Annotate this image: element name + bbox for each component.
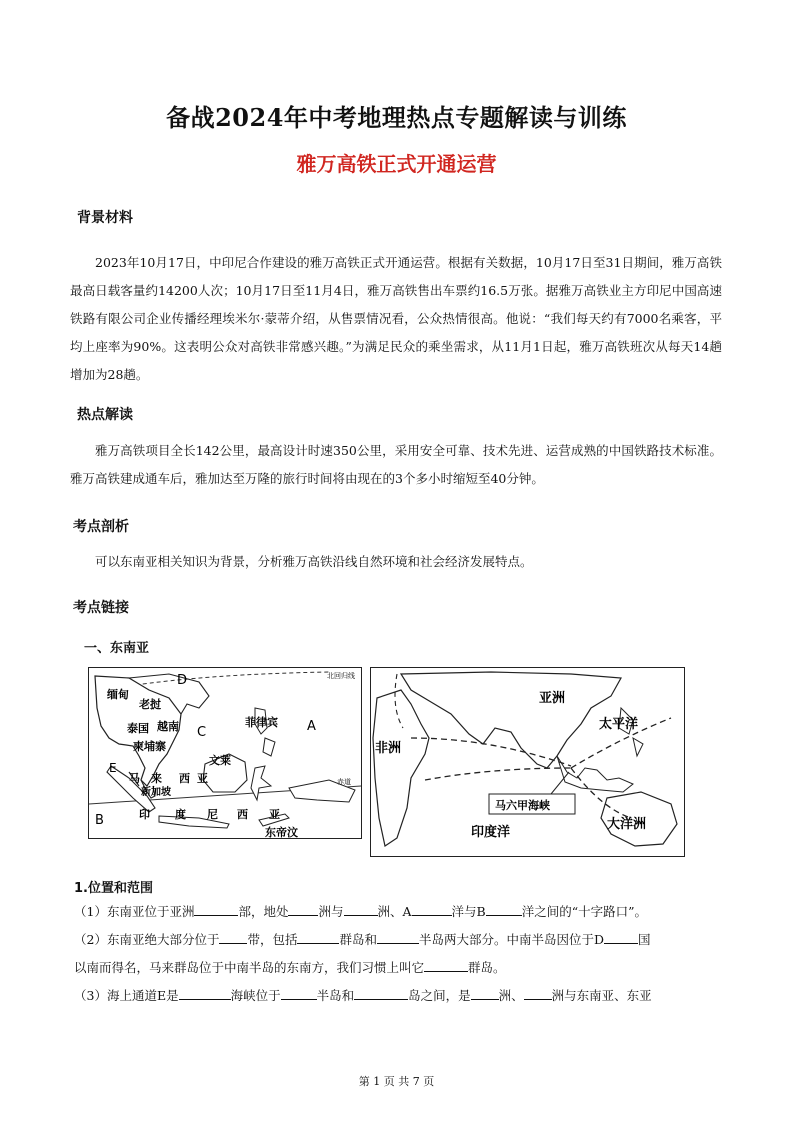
q1-blank-2[interactable] [288, 901, 318, 916]
q2-text-line2a: 以南而得名，马来群岛位于中南半岛的东南方，我们习惯上叫它 [74, 960, 425, 975]
southeast-asia-heading: 一、东南亚 [84, 641, 150, 656]
java [159, 816, 229, 828]
background-text: 2023年10月17日，中印尼合作建设的雅万高铁正式开通运营。根据有关数据，10月17日至31日期间，雅万高铁最高日载客量约14200人次；10月17日至11月4日，雅万高铁售出车票约16.5万张。据雅万高铁业主方印尼中国高速铁路有限公司企业传播经理埃米尔·蒙蒂介绍，从售票情况看，公众热情很高。他说：“我们每天约有7000名乘客，平均上座率为90%。这表明公众对高铁非常感兴趣。”为满足民众的乘坐需求，从11月1日起，雅万高铁班次从每天14趟增加为28趟。 [70, 255, 722, 382]
label-d: D [177, 673, 188, 688]
label-thailand: 泰国 [127, 722, 149, 735]
q2-blank-5[interactable] [424, 957, 468, 972]
analysis-paragraph [70, 548, 722, 576]
q2-blank-2[interactable] [297, 929, 339, 944]
background-heading: 背景材料 [77, 210, 133, 226]
label-ya2: 亚 [269, 808, 280, 821]
q1-blank-1[interactable] [194, 901, 238, 916]
label-philippines: 菲律宾 [245, 716, 278, 729]
malacca-route-map [370, 667, 685, 857]
document-subtitle: 雅万高铁正式开通运营 [296, 152, 497, 176]
label-ma: 马 [129, 772, 140, 785]
q3-blank-5[interactable] [524, 985, 552, 1000]
q3-blank-3[interactable] [354, 985, 408, 1000]
q1-text-f: 洋之间的“十字路口”。 [521, 904, 647, 919]
label-e: E [109, 761, 117, 775]
malay-archipelago [557, 756, 633, 792]
label-malacca: 马六甲海峡 [495, 799, 550, 812]
route-africa [425, 768, 571, 780]
page-footer: 第 1 页 共 7 页 [358, 1075, 435, 1088]
sulawesi [251, 766, 271, 800]
hotspot-text: 雅万高铁项目全长142公里，最高设计时速350公里，采用安全可靠、技术先进、运营成熟的中国铁路技术标准。雅万高铁建成通车后，雅加达至万隆的旅行时间将由现在的3个多小时缩短至40分钟。 [70, 443, 722, 486]
question-3 [74, 982, 724, 1010]
label-tropic: 北回归线 [327, 672, 355, 680]
q2-text-b: 带，包括 [247, 932, 298, 947]
q1-text-e: 洋与B [451, 904, 486, 919]
q2-text-a: （2）东南亚绝大部分位于 [74, 932, 220, 947]
q1-blank-4[interactable] [412, 901, 452, 916]
label-lai: 来 [151, 772, 162, 785]
hotspot-heading: 热点解读 [77, 407, 133, 423]
q3-text-b: 海峡位于 [230, 988, 281, 1003]
label-b: B [95, 813, 104, 828]
label-brunei: 文莱 [209, 754, 231, 767]
q1-text-d: 洲、A [377, 904, 412, 919]
position-heading: 1.位置和范围 [74, 881, 153, 896]
asia-landmass [401, 672, 621, 768]
analysis-text: 可以东南亚相关知识为背景，分析雅万高铁沿线自然环境和社会经济发展特点。 [95, 554, 533, 569]
q2-text-c: 群岛和 [339, 932, 377, 947]
q3-blank-2[interactable] [281, 985, 317, 1000]
label-ya: 亚 [197, 772, 208, 785]
label-indian-ocean: 印度洋 [471, 825, 511, 840]
q1-blank-5[interactable] [486, 901, 522, 916]
label-equator: 赤道 [337, 778, 351, 786]
tropic-line [129, 672, 329, 686]
pacific-islands [619, 708, 643, 756]
q3-text-f: 洲与东南亚、东亚 [551, 988, 652, 1003]
label-xi: 西 [179, 772, 190, 785]
q2-text-d: 半岛两大部分。中南半岛因位于D [419, 932, 605, 947]
label-ni: 尼 [207, 808, 218, 821]
southeast-asia-map [88, 667, 362, 839]
question-2-line-2 [74, 954, 724, 982]
label-pacific: 太平洋 [599, 717, 639, 732]
question-1 [74, 898, 724, 926]
q2-blank-3[interactable] [377, 929, 419, 944]
document-title: 备战2024年中考地理热点专题解读与训练 [166, 103, 627, 132]
label-xi2: 西 [237, 808, 248, 821]
label-east-timor: 东帝汶 [265, 826, 298, 838]
q3-text-d: 岛之间，是 [408, 988, 471, 1003]
q3-blank-4[interactable] [471, 985, 499, 1000]
q2-blank-1[interactable] [219, 929, 247, 944]
label-yin: 印 [139, 808, 150, 821]
label-laos: 老挝 [139, 698, 161, 711]
label-du: 度 [175, 808, 186, 821]
label-oceania: 大洋洲 [607, 817, 647, 832]
q1-text-c: 洲与 [318, 904, 344, 919]
label-c: C [197, 725, 207, 740]
malacca-route-map-svg [371, 668, 684, 856]
southeast-asia-map-svg [89, 668, 361, 838]
q3-text-c: 半岛和 [316, 988, 355, 1003]
q1-blank-3[interactable] [344, 901, 378, 916]
q1-text-a: （1）东南亚位于亚洲 [74, 904, 195, 919]
q2-blank-4[interactable] [604, 929, 638, 944]
label-vietnam: 越南 [157, 720, 179, 733]
analysis-heading: 考点剖析 [73, 519, 129, 535]
q1-text-b: 部，地处 [238, 904, 289, 919]
label-burma: 缅甸 [107, 688, 129, 701]
links-heading: 考点链接 [73, 600, 129, 616]
q2-text-line2b: 群岛。 [468, 960, 506, 975]
label-singapore: 新加坡 [141, 787, 171, 798]
hotspot-paragraph [70, 437, 722, 493]
q3-blank-1[interactable] [179, 985, 231, 1000]
label-asia: 亚洲 [539, 691, 566, 706]
q3-text-e: 洲、 [498, 988, 524, 1003]
question-block [74, 898, 724, 1010]
label-a: A [307, 719, 316, 734]
question-2 [74, 926, 724, 954]
background-paragraph [70, 249, 722, 389]
q3-text-a: （3）海上通道E是 [74, 988, 179, 1003]
label-cambodia: 柬埔寨 [133, 740, 166, 753]
label-africa: 非洲 [375, 741, 402, 756]
q2-text-e: 国 [638, 932, 651, 947]
africa-landmass [373, 690, 429, 846]
